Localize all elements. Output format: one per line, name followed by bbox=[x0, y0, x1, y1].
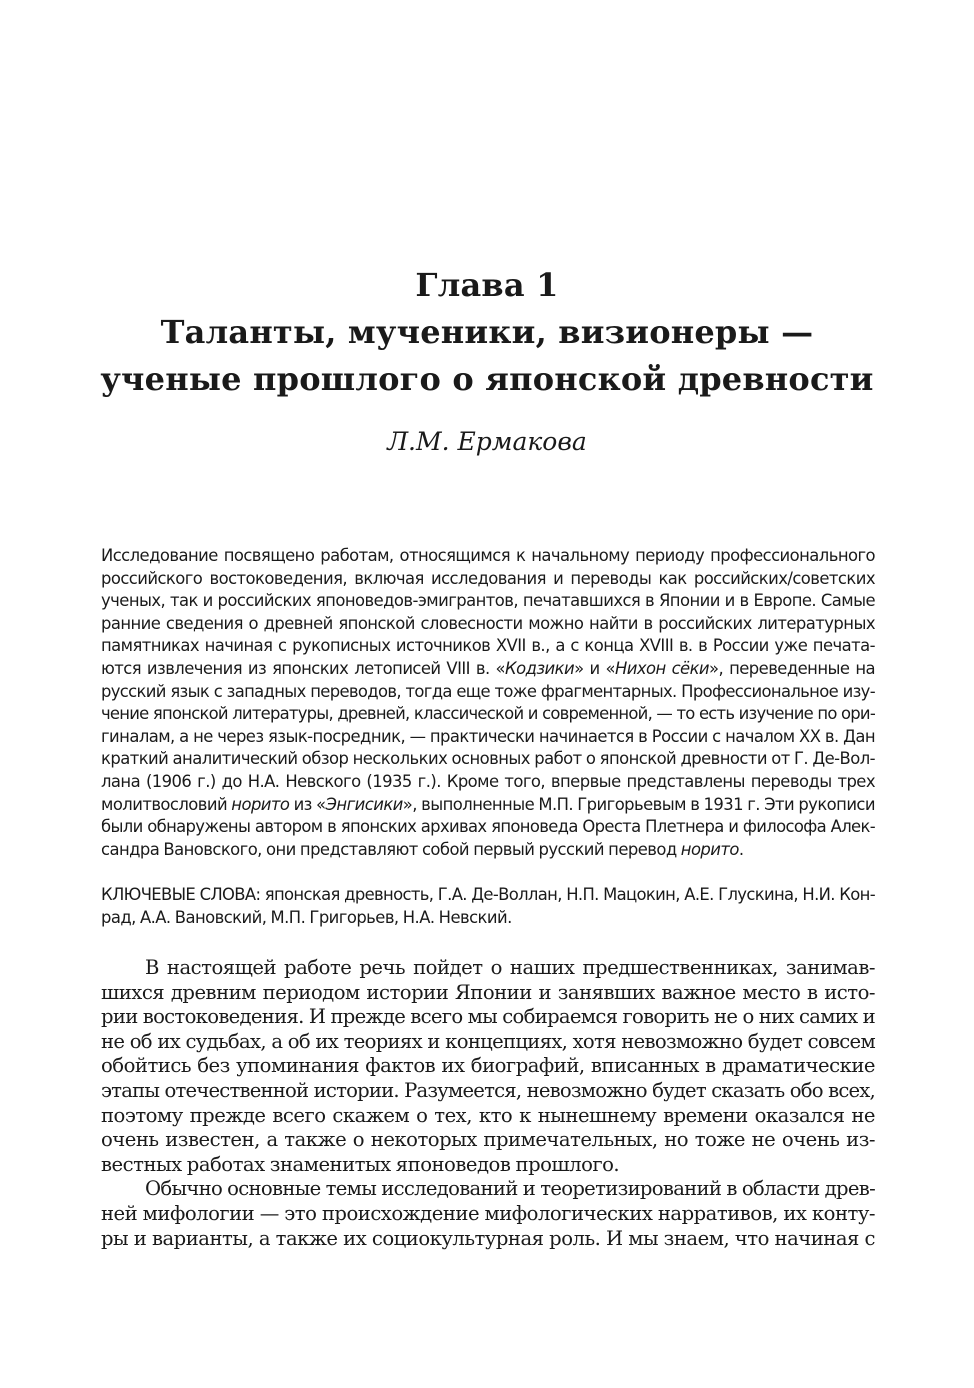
term-norito: норито bbox=[231, 794, 290, 814]
abstract-text: », выполненные М.П. Григорьевым в 1931 г. Эти рукописи bbox=[402, 794, 875, 814]
paragraph-1-line: рии востоковедения. И прежде всего мы собираемся говорить не о них самих и bbox=[101, 1005, 875, 1029]
chapter-title-line-2: ученые прошлого о японской древности bbox=[100, 360, 874, 398]
title-kojiki: Кодзики bbox=[505, 658, 575, 678]
chapter-title-line-1: Таланты, мученики, визионеры — bbox=[160, 313, 814, 351]
chapter-number: Глава 1 bbox=[415, 266, 559, 304]
paragraph-2-line: ры и варианты, а также их социокультурная роль. И мы знаем, что начиная с bbox=[101, 1226, 875, 1250]
abstract-line bbox=[101, 658, 875, 681]
abstract-text: ются извлечения из японских летописей VIII в. « bbox=[101, 658, 506, 678]
abstract-line: ученых, так и российских японоведов-эмигрантов, печатавшихся в Японии и в Европе. Самые bbox=[101, 591, 875, 611]
abstract-text: молитвословий bbox=[101, 794, 232, 814]
abstract-text: . bbox=[738, 839, 744, 859]
paragraph-2-line: ней мифологии — это происхождение мифологических нарративов, их конту- bbox=[101, 1201, 875, 1225]
abstract-line: были обнаружены автором в японских архивах японоведа Ореста Плетнера и философа Алек- bbox=[101, 817, 875, 837]
abstract-line: Исследование посвящено работам, относящимся к начальному периоду профессионального bbox=[101, 546, 875, 565]
abstract-text: из « bbox=[289, 794, 326, 814]
paragraph-1-line: поэтому прежде всего скажем о тех, кто к нынешнему времени оказался не bbox=[101, 1103, 875, 1127]
body-text bbox=[101, 956, 875, 1251]
abstract-line: российского востоковедения, включая исследования и переводы как российских/советских bbox=[101, 568, 875, 588]
keywords-line: КЛЮЧЕВЫЕ СЛОВА: японская древность, Г.А. Де-Воллан, Н.П. Мацокин, А.Е. Глускина, Н.И. Кон- bbox=[101, 885, 875, 904]
keywords bbox=[101, 884, 875, 929]
abstract-line: ранние сведения о древней японской словесности можно найти в российских литературных bbox=[101, 613, 875, 633]
abstract-line: краткий аналитический обзор нескольких основных работ о японской древности от Г. Де-Вол- bbox=[101, 749, 875, 769]
keywords-line: рад, А.А. Вановский, М.П. Григорьев, Н.А. Невский. bbox=[101, 907, 512, 927]
abstract-line: памятниках начиная с рукописных источников XVII в., а с конца XVIII в. в России уже печата- bbox=[101, 636, 875, 656]
paragraph-1-line: В настоящей работе речь пойдет о наших предшественниках, занимав- bbox=[145, 956, 875, 979]
chapter-heading bbox=[60, 262, 914, 403]
abstract-text: », переведенные на bbox=[709, 658, 875, 678]
abstract-line: лана (1906 г.) до Н.А. Невского (1935 г.). Кроме того, впервые представлены переводы трех bbox=[101, 771, 875, 791]
abstract-text: сандра Вановского, они представляют собой первый русский перевод bbox=[101, 839, 681, 859]
abstract-text: » и « bbox=[574, 658, 615, 678]
paragraph-1-line: не об их судьбах, а об их теориях и концепциях, хотя невозможно будет совсем bbox=[101, 1029, 875, 1053]
abstract-line bbox=[101, 794, 875, 817]
abstract-line: гиналам, а не через язык-посредник, — практически начинается в России с началом XX в. Дан bbox=[101, 726, 875, 746]
paragraph-1-line: очень известен, а также о некоторых примечательных, но тоже не очень из- bbox=[101, 1128, 875, 1152]
paragraph-1-line: этапы отечественной истории. Разумеется, невозможно будет сказать обо всех, bbox=[101, 1078, 875, 1102]
title-engishiki: Энгисики bbox=[325, 794, 403, 814]
paragraph-1-line: вестных работах знаменитых японоведов прошлого. bbox=[101, 1152, 620, 1176]
paragraph-1-line: обойтись без упоминания фактов их биографий, вписанных в драматические bbox=[101, 1054, 875, 1078]
author-name: Л.М. Ермакова bbox=[387, 427, 587, 456]
paragraph-1-line: шихся древним периодом истории Японии и занявших важное место в исто- bbox=[101, 980, 875, 1004]
abstract-line: русский язык с западных переводов, тогда еще тоже фрагментарных. Профессиональное изу- bbox=[101, 681, 875, 701]
abstract-line bbox=[101, 839, 875, 862]
abstract-line: чение японской литературы, древней, классической и современной, — то есть изучение по ори- bbox=[101, 704, 875, 724]
term-norito: норито bbox=[680, 839, 739, 859]
paragraph-2-line: Обычно основные темы исследований и теоретизирований в области древ- bbox=[145, 1177, 875, 1201]
abstract bbox=[101, 545, 875, 861]
title-nihon-shoki: Нихон сёки bbox=[615, 658, 710, 678]
